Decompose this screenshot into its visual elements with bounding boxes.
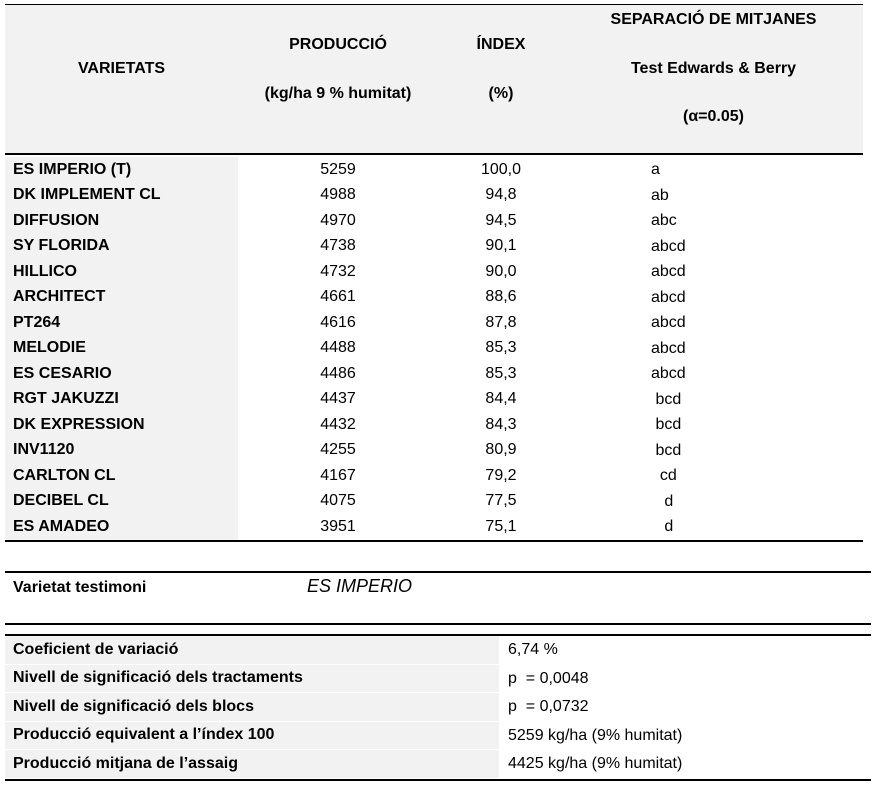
table-row <box>5 387 863 413</box>
index-value: 85,3 <box>485 364 517 382</box>
stats-row <box>5 665 871 694</box>
table-row <box>5 183 863 209</box>
index-value: 80,9 <box>485 441 517 459</box>
header-index-unit: (%) <box>488 85 514 102</box>
production-value: 4437 <box>320 390 356 408</box>
separation-letters: abcd <box>651 237 686 255</box>
separation-cell <box>564 208 863 234</box>
stat-value: p = 0,0732 <box>508 698 589 716</box>
separation-letters: bcd <box>651 416 682 433</box>
index-value: 79,2 <box>485 466 517 484</box>
table-body <box>5 157 863 542</box>
separation-cell <box>564 489 863 515</box>
variety-name: HILLICO <box>5 259 238 285</box>
variety-name: RGT JAKUZZI <box>5 387 238 413</box>
stats-row <box>5 722 871 751</box>
production-value: 4616 <box>320 313 356 331</box>
separation-cell <box>564 412 863 438</box>
separation-cell <box>564 310 863 336</box>
separation-letters: a <box>651 161 660 178</box>
separation-cell <box>564 285 863 311</box>
testimoni-value: ES IMPERIO <box>307 576 413 596</box>
separation-letters: d <box>651 492 674 510</box>
table-row <box>5 208 863 234</box>
production-value: 4075 <box>320 492 356 510</box>
table-row <box>5 438 863 464</box>
production-value: 4167 <box>320 466 356 484</box>
variety-name: DIFFUSION <box>5 208 238 234</box>
stats-row <box>5 750 871 779</box>
variety-name: MELODIE <box>5 336 238 362</box>
table-row <box>5 489 863 515</box>
variety-name: INV1120 <box>5 438 238 464</box>
variety-name: DECIBEL CL <box>5 489 238 515</box>
separation-letters: bcd <box>651 441 682 459</box>
table-row <box>5 412 863 438</box>
header-index: ÍNDEX <box>476 36 526 53</box>
variety-name: DK IMPLEMENT CL <box>5 183 238 209</box>
table-row <box>5 310 863 336</box>
separation-letters: bcd <box>651 390 682 408</box>
results-table <box>5 4 863 542</box>
variety-name: DK EXPRESSION <box>5 412 238 438</box>
separation-letters: abcd <box>651 365 686 382</box>
header-separacio: SEPARACIÓ DE MITJANES <box>610 11 817 28</box>
table-row <box>5 157 863 183</box>
table-row <box>5 336 863 362</box>
production-value: 4738 <box>320 237 356 255</box>
production-value: 4732 <box>320 262 356 280</box>
testimoni-label: Varietat testimoni <box>13 579 147 596</box>
production-value: 4255 <box>320 441 356 459</box>
stat-value: 5259 kg/ha (9% humitat) <box>508 726 683 744</box>
separation-cell <box>564 514 863 540</box>
separation-cell <box>564 361 863 387</box>
header-produccio-unit: (kg/ha 9 % humitat) <box>264 85 412 102</box>
table-row <box>5 285 863 311</box>
stat-value: 4425 kg/ha (9% humitat) <box>508 755 683 773</box>
production-value: 5259 <box>320 160 356 178</box>
table-row <box>5 514 863 540</box>
variety-name: CARLTON CL <box>5 463 238 489</box>
stat-value: p = 0,0048 <box>508 669 589 687</box>
separation-cell <box>564 157 863 183</box>
separation-cell <box>564 183 863 209</box>
header-produccio: PRODUCCIÓ <box>289 36 387 53</box>
variety-name: PT264 <box>5 310 238 336</box>
table-row <box>5 361 863 387</box>
stats-row <box>5 693 871 722</box>
index-value: 88,6 <box>485 288 517 306</box>
variety-name: ES IMPERIO (T) <box>5 157 238 183</box>
separation-cell <box>564 259 863 285</box>
index-value: 94,5 <box>485 211 517 229</box>
separation-letters: abcd <box>651 263 686 280</box>
separation-cell <box>564 234 863 260</box>
separation-letters: abcd <box>651 339 686 357</box>
index-value: 77,5 <box>485 492 517 510</box>
variety-name: ES AMADEO <box>5 514 238 540</box>
table-row <box>5 259 863 285</box>
separation-letters: abcd <box>651 288 686 306</box>
variety-name: SY FLORIDA <box>5 234 238 260</box>
production-value: 3951 <box>320 517 356 535</box>
index-value: 75,1 <box>485 517 517 535</box>
stat-value: 6,74 % <box>508 641 558 659</box>
stats-table <box>5 634 871 781</box>
index-value: 85,3 <box>485 339 517 357</box>
variety-name: ES CESARIO <box>5 361 238 387</box>
table-row <box>5 463 863 489</box>
separation-cell <box>564 438 863 464</box>
table-header <box>5 4 863 155</box>
index-value: 100,0 <box>480 160 522 178</box>
separation-letters: abcd <box>651 314 686 331</box>
stat-label: Producció mitjana de l’assaig <box>5 750 499 779</box>
separation-letters: ab <box>651 186 669 204</box>
header-varietats: VARIETATS <box>77 60 166 77</box>
separation-cell <box>564 336 863 362</box>
header-test: Test Edwards & Berry <box>630 60 797 77</box>
testimoni-section <box>5 571 871 625</box>
separation-letters: d <box>651 518 674 535</box>
separation-letters: cd <box>651 467 677 484</box>
production-value: 4970 <box>320 211 356 229</box>
stat-label: Producció equivalent a l’índex 100 <box>5 722 499 751</box>
index-value: 94,8 <box>485 186 517 204</box>
production-value: 4432 <box>320 415 356 433</box>
index-value: 84,3 <box>485 415 517 433</box>
separation-cell <box>564 387 863 413</box>
production-value: 4486 <box>320 364 356 382</box>
production-value: 4661 <box>320 288 356 306</box>
index-value: 84,4 <box>485 390 517 408</box>
table-row <box>5 234 863 260</box>
index-value: 87,8 <box>485 313 517 331</box>
separation-cell <box>564 463 863 489</box>
stat-label: Nivell de significació dels blocs <box>5 693 499 722</box>
stat-label: Nivell de significació dels tractaments <box>5 665 499 694</box>
header-alpha: (α=0.05) <box>683 108 744 125</box>
production-value: 4988 <box>320 186 356 204</box>
index-value: 90,0 <box>485 262 517 280</box>
variety-name: ARCHITECT <box>5 285 238 311</box>
index-value: 90,1 <box>485 237 517 255</box>
separation-letters: abc <box>651 212 677 229</box>
stats-row <box>5 636 871 665</box>
stat-label: Coeficient de variació <box>5 636 499 665</box>
production-value: 4488 <box>320 339 356 357</box>
